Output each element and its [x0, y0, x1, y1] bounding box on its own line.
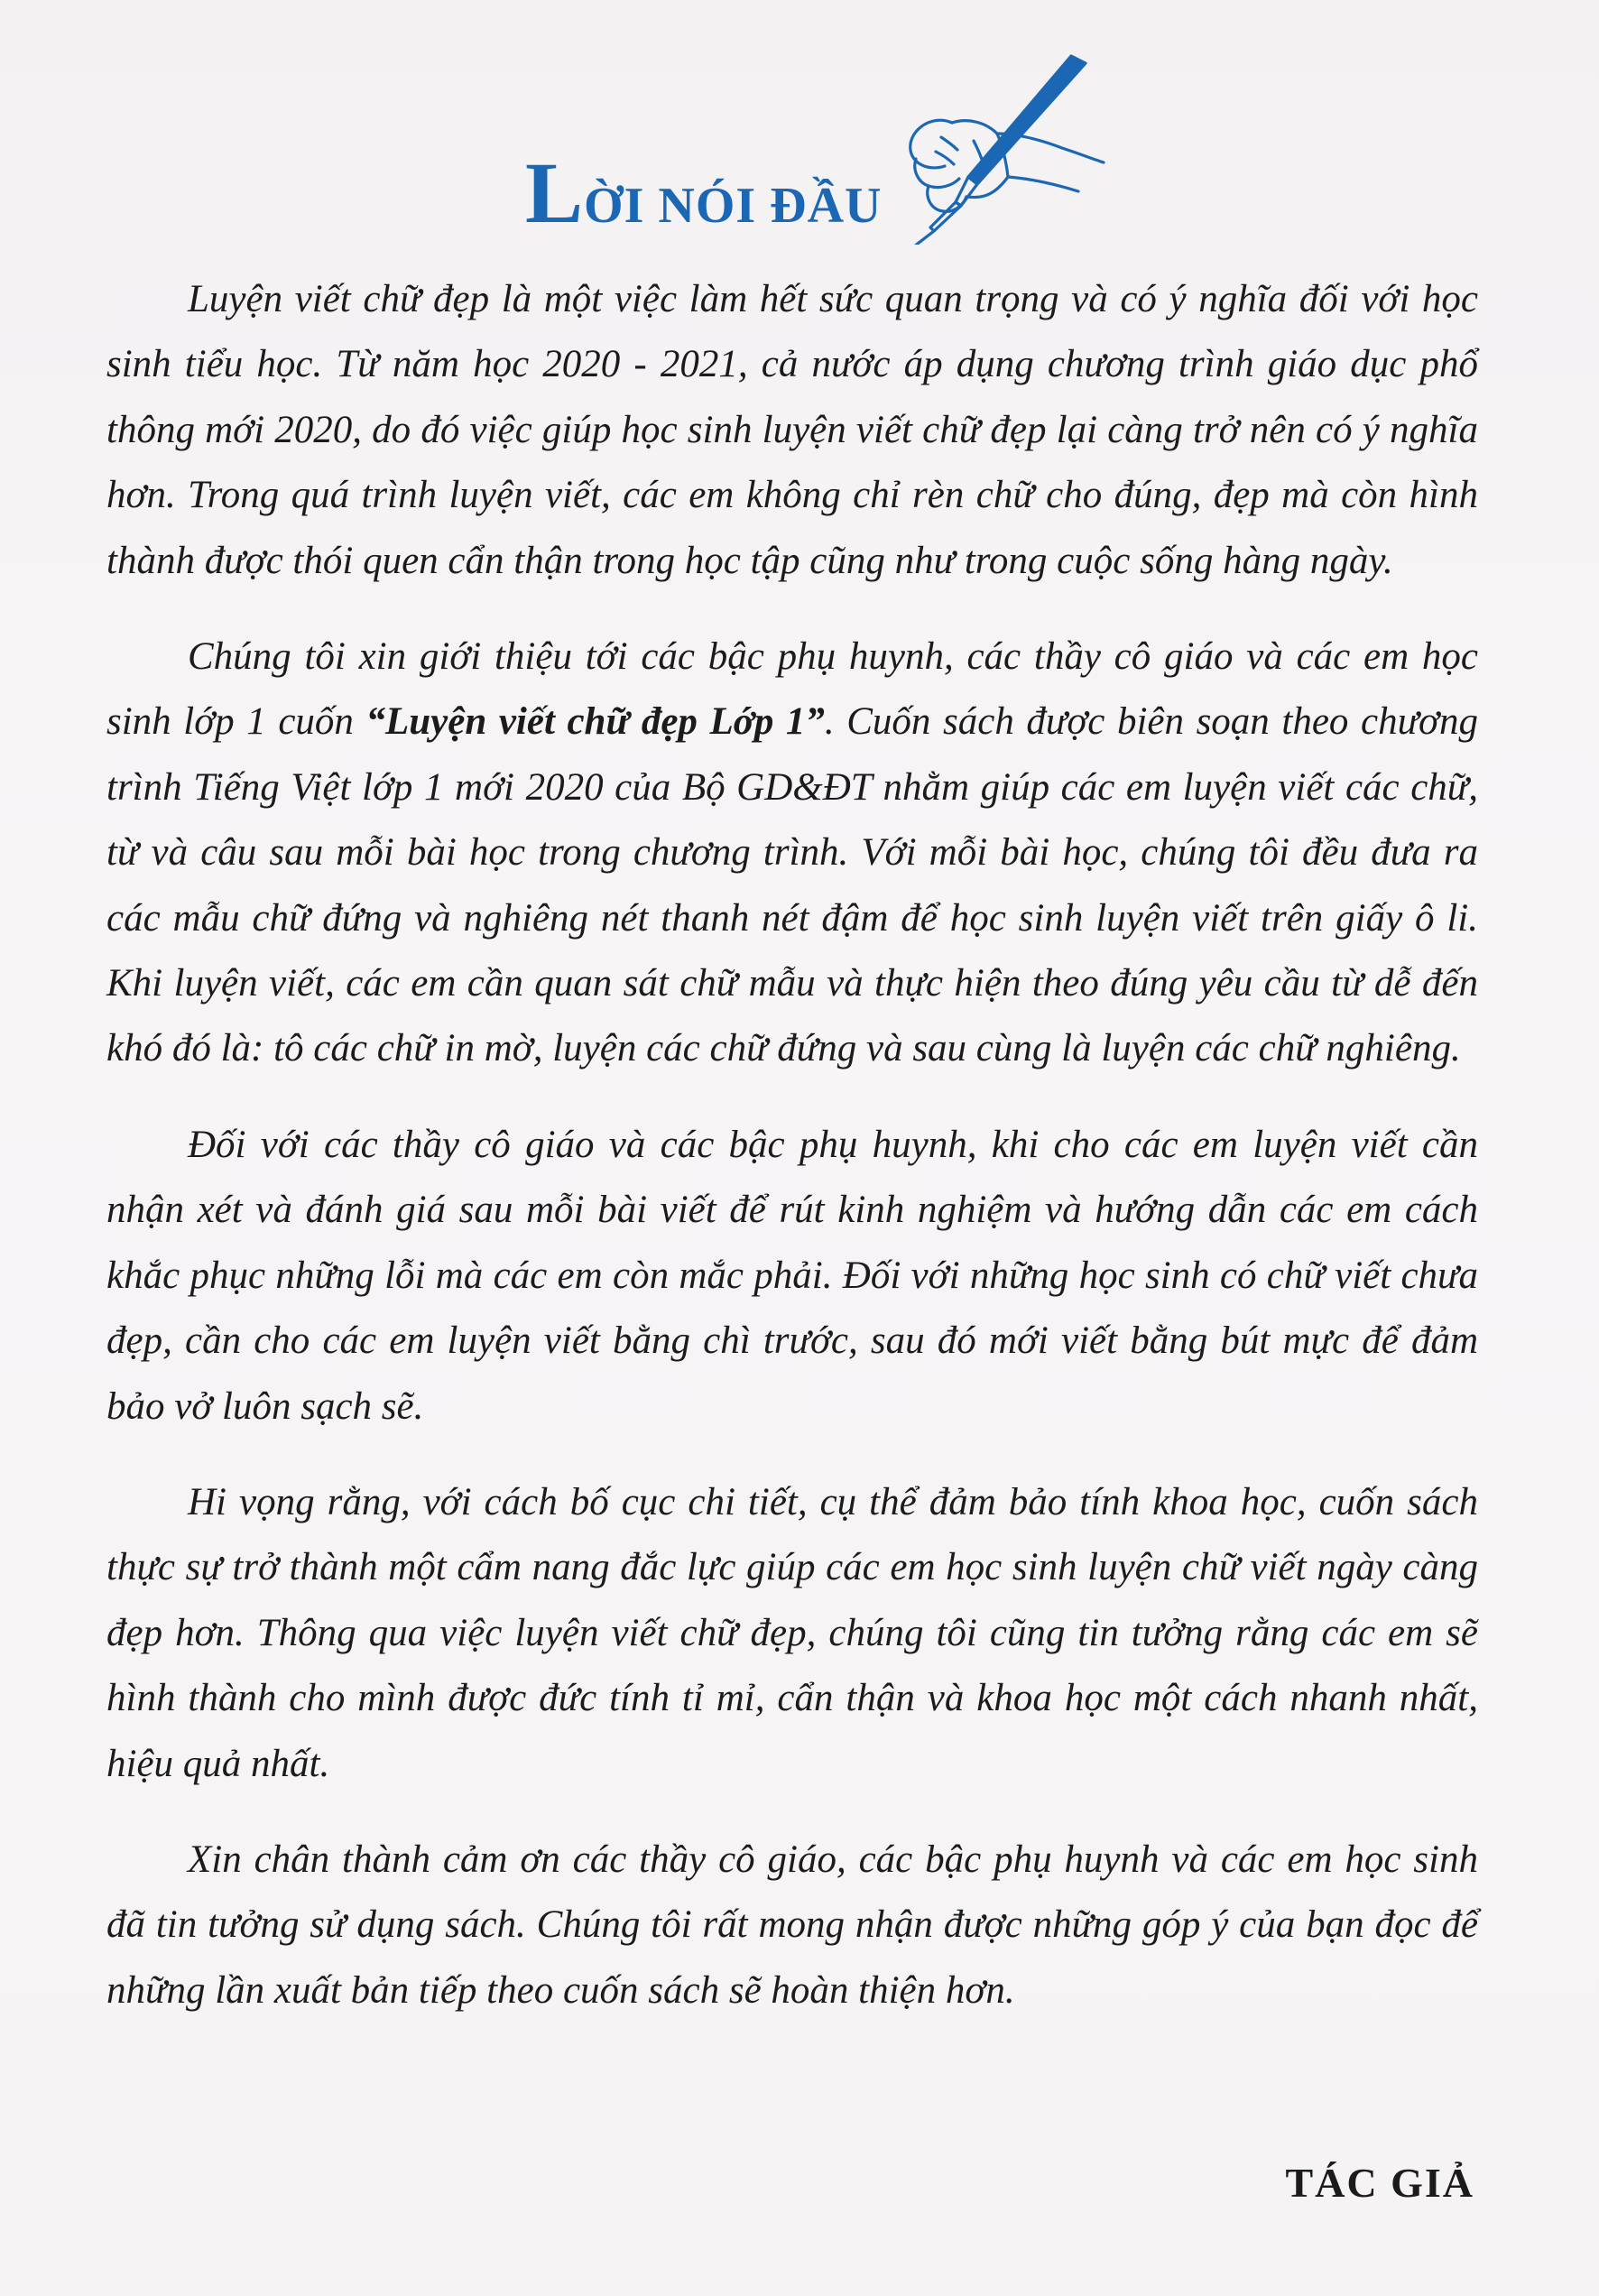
paragraph-2-rest: . Cuốn sách được biên soạn theo chương trình Tiếng Việt lớp 1 mới 2020 của Bộ GD&ĐT nhằm giúp các em luyện viết các chữ, từ và câu sau mỗi bài học trong chương trình. Với mỗi bài học, chúng tôi đều đưa ra các mẫu chữ đứng và nghiêng nét thanh nét đậm để học sinh luyện viết trên giấy ô li. Khi luyện viết, các em cần quan sát chữ mẫu và thực hiện theo đúng yêu cầu từ dễ đến khó đó là: tô các chữ in mờ, luyện các chữ đứng và sau cùng là luyện các chữ nghiêng. [106, 700, 1478, 1070]
page-title [525, 144, 883, 241]
paragraph-2-lead: Chúng tôi xin giới thiệu tới các bậc phụ huynh, các thầy cô giáo và các em học sinh lớp 1 cuốn [106, 635, 1478, 744]
book-title: “Luyện viết chữ đẹp Lớp 1” [365, 700, 825, 744]
paragraph-3: Đối với các thầy cô giáo và các bậc phụ huynh, khi cho các em luyện viết cần nhận xét và đánh giá sau mỗi bài viết để rút kinh nghiệm và hướng dẫn các em cách khắc phục những lỗi mà các em còn mắc phải. Đối với những học sinh có chữ viết chưa đẹp, cần cho các em luyện viết bằng chì trước, sau đó mới viết bằng bút mực để đảm bảo vở luôn sạch sẽ. [106, 1123, 1478, 1428]
paragraph-2 [106, 625, 1478, 1082]
author-signature: TÁC GIẢ [1285, 2160, 1474, 2206]
paragraph-5: Xin chân thành cảm ơn các thầy cô giáo, các bậc phụ huynh và các em học sinh đã tin tưởng sử dụng sách. Chúng tôi rất mong nhận được những góp ý của bạn đọc để những lần xuất bản tiếp theo cuốn sách sẽ hoàn thiện hơn. [106, 1838, 1478, 2012]
preface-body [106, 267, 1478, 2054]
hand-writing-with-pen-icon [862, 51, 1105, 245]
page-title-initial: L [525, 144, 585, 241]
paragraph-1: Luyện viết chữ đẹp là một việc làm hết sức quan trọng và có ý nghĩa đối với học sinh tiểu học. Từ năm học 2020 - 2021, cả nước áp dụng chương trình giáo dục phổ thông mới 2020, do đó việc giúp học sinh luyện viết chữ đẹp lại càng trở nên có ý nghĩa hơn. Trong quá trình luyện viết, các em không chỉ rèn chữ cho đúng, đẹp mà còn hình thành được thói quen cẩn thận trong học tập cũng như trong cuộc sống hàng ngày. [106, 278, 1478, 582]
page-title-rest: ỜI NÓI ĐẦU [584, 178, 883, 234]
paragraph-4: Hi vọng rằng, với cách bố cục chi tiết, cụ thể đảm bảo tính khoa học, cuốn sách thực sự trở thành một cẩm nang đắc lực giúp các em học sinh luyện chữ viết ngày càng đẹp hơn. Thông qua việc luyện viết chữ đẹp, chúng tôi cũng tin tưởng rằng các em sẽ hình thành cho mình được đức tính tỉ mỉ, cẩn thận và khoa học một cách nhanh nhất, hiệu quả nhất. [106, 1480, 1478, 1785]
